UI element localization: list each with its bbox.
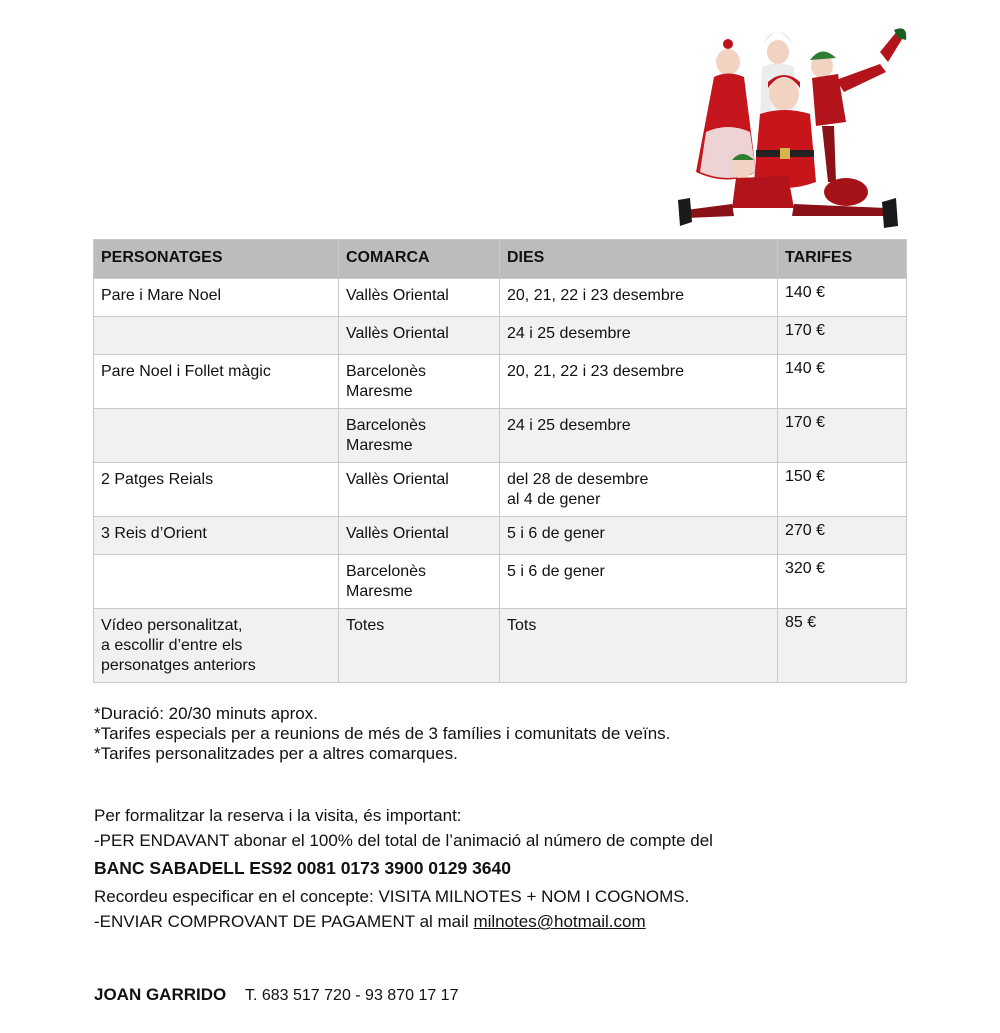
note-special-rates: *Tarifes especials per a reunions de més de 3 famílies i comunitats de veïns.: [94, 724, 671, 743]
note-duration: *Duració: 20/30 minuts aprox.: [94, 704, 318, 723]
days-cell: 20, 21, 22 i 23 desembre: [500, 279, 778, 317]
table-row: [94, 517, 907, 555]
region-cell: Vallès Oriental: [339, 317, 500, 355]
price-cell: 320 €: [778, 555, 907, 609]
region-cell: Vallès Oriental: [339, 463, 500, 517]
character-cell: 2 Patges Reials: [94, 463, 339, 517]
header-rates: TARIFES: [778, 240, 907, 279]
booking-payment-line: -PER ENDAVANT abonar el 100% del total de l’animació al número de compte del: [94, 831, 713, 850]
days-cell: 24 i 25 desembre: [500, 409, 778, 463]
character-cell: [94, 555, 339, 609]
table-header-row: [94, 240, 907, 279]
character-cell: [94, 317, 339, 355]
character-cell: Vídeo personalitzat, a escollir d’entre els personatges anteriors: [94, 609, 339, 683]
table-row: [94, 409, 907, 463]
table-row: [94, 609, 907, 683]
header-characters: PERSONATGES: [94, 240, 339, 279]
email-link[interactable]: milnotes@hotmail.com: [473, 912, 646, 931]
days-cell: del 28 de desembre al 4 de gener: [500, 463, 778, 517]
table-row: [94, 279, 907, 317]
booking-concept: Recordeu especificar en el concepte: VISITA MILNOTES + NOM I COGNOMS.: [94, 887, 690, 906]
character-cell: Pare Noel i Follet màgic: [94, 355, 339, 409]
character-cell: Pare i Mare Noel: [94, 279, 339, 317]
christmas-characters-image: [676, 22, 910, 232]
booking-intro: Per formalitzar la reserva i la visita, és important:: [94, 806, 462, 825]
region-cell: Barcelonès Maresme: [339, 355, 500, 409]
character-cell: [94, 409, 339, 463]
days-cell: 5 i 6 de gener: [500, 555, 778, 609]
days-cell: Tots: [500, 609, 778, 683]
region-cell: Totes: [339, 609, 500, 683]
region-cell: Barcelonès Maresme: [339, 555, 500, 609]
table-row: [94, 355, 907, 409]
days-cell: 20, 21, 22 i 23 desembre: [500, 355, 778, 409]
price-cell: 150 €: [778, 463, 907, 517]
send-receipt-text: -ENVIAR COMPROVANT DE PAGAMENT al mail: [94, 912, 469, 931]
price-cell: 85 €: [778, 609, 907, 683]
price-cell: 170 €: [778, 409, 907, 463]
price-cell: 140 €: [778, 279, 907, 317]
contact-line: [94, 985, 458, 1005]
region-cell: Barcelonès Maresme: [339, 409, 500, 463]
price-cell: 140 €: [778, 355, 907, 409]
notes-section: [94, 704, 670, 764]
region-cell: Vallès Oriental: [339, 279, 500, 317]
days-cell: 24 i 25 desembre: [500, 317, 778, 355]
table-row: [94, 317, 907, 355]
price-cell: 170 €: [778, 317, 907, 355]
note-custom-rates: *Tarifes personalitzades per a altres comarques.: [94, 744, 458, 763]
header-region: COMARCA: [339, 240, 500, 279]
table-row: [94, 555, 907, 609]
character-cell: 3 Reis d’Orient: [94, 517, 339, 555]
contact-phone: T. 683 517 720 - 93 870 17 17: [244, 987, 459, 1004]
table-row: [94, 463, 907, 517]
booking-section: [94, 803, 713, 934]
region-cell: Vallès Oriental: [339, 517, 500, 555]
days-cell: 5 i 6 de gener: [500, 517, 778, 555]
contact-name: JOAN GARRIDO: [94, 985, 227, 1004]
header-days: DIES: [500, 240, 778, 279]
bank-account: BANC SABADELL ES92 0081 0173 3900 0129 3640: [94, 858, 512, 878]
booking-send-line: [94, 909, 713, 934]
rates-table: [93, 239, 907, 683]
price-cell: 270 €: [778, 517, 907, 555]
